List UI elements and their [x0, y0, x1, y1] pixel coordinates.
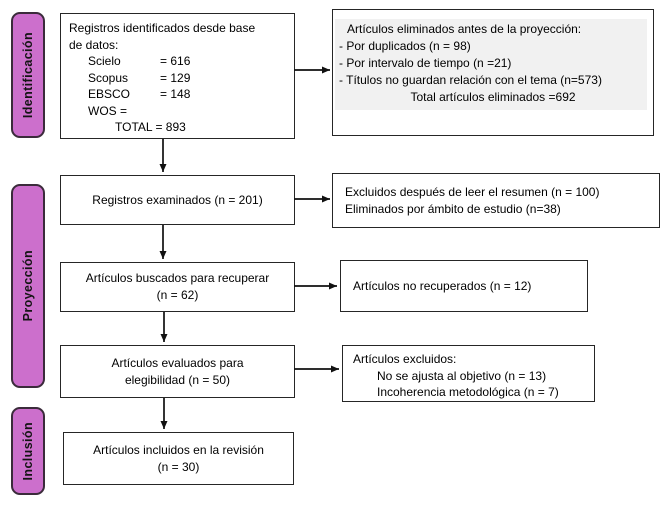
flow-box-assessed-eligibility [60, 345, 295, 398]
flow-box-removed-before-screening [332, 9, 654, 136]
stage-label-inclusion-text: Inclusión [21, 421, 35, 481]
assessed-eligibility-line2: elegibilidad (n = 50) [124, 372, 231, 387]
removed-before-item-titles: - Títulos no guardan relación con el tema (n=573) [339, 73, 602, 87]
removed-before-item-timeframe: - Por intervalo de tiempo (n =21) [339, 56, 512, 70]
records-identified-title-line1: Registros identificados desde base [69, 21, 256, 35]
records-identified-title-line2: de datos: [69, 37, 119, 52]
flow-box-included-review [63, 432, 294, 485]
database-count-list [69, 53, 294, 136]
included-review-line2: (n = 30) [157, 459, 200, 474]
flow-box-not-retrieved [340, 260, 588, 312]
flow-box-records-screened [60, 175, 295, 225]
stage-label-proyeccion-text: Proyección [21, 250, 35, 322]
articles-excluded-item-methodology: Incoherencia metodológica (n = 7) [377, 385, 559, 399]
stage-label-identificacion-text: Identificación [21, 31, 35, 119]
not-retrieved-text: Artículos no recuperados (n = 12) [353, 278, 532, 293]
database-row-scopus: Scopus = 129 [88, 70, 191, 85]
excluded-after-screening-line1: Excluidos después de leer el resumen (n = 100) [345, 185, 600, 199]
database-total: TOTAL = 893 [115, 120, 186, 134]
included-review-line1: Artículos incluidos en la revisión [93, 442, 264, 457]
stage-label-inclusion [11, 407, 45, 495]
database-row-scielo: Scielo = 616 [88, 54, 191, 68]
reports-sought-line1: Artículos buscados para recuperar [85, 271, 270, 285]
flow-box-articles-excluded [342, 345, 595, 402]
removed-before-title: Artículos eliminados antes de la proyección: [347, 22, 582, 36]
records-screened-text: Registros examinados (n = 201) [92, 192, 263, 207]
articles-excluded-item-objective: No se ajusta al objetivo (n = 13) [377, 368, 547, 383]
removed-before-item-duplicates: - Por duplicados (n = 98) [339, 39, 471, 53]
stage-label-identificacion [11, 12, 45, 138]
removed-before-total: Total artículos eliminados =692 [410, 90, 576, 104]
flow-box-reports-sought [60, 262, 295, 312]
stage-label-proyeccion [11, 184, 45, 388]
flow-box-records-identified [60, 13, 295, 139]
removed-before-text-block [335, 19, 647, 110]
reports-sought-line2: (n = 62) [156, 288, 199, 302]
excluded-after-screening-line2: Eliminados por ámbito de estudio (n=38) [345, 202, 561, 216]
flow-box-excluded-after-screening [332, 173, 660, 228]
database-row-wos: WOS = [88, 103, 128, 118]
assessed-eligibility-line1: Artículos evaluados para [111, 355, 244, 370]
articles-excluded-title: Artículos excluidos: [353, 352, 457, 366]
database-row-ebsco: EBSCO = 148 [88, 87, 191, 101]
